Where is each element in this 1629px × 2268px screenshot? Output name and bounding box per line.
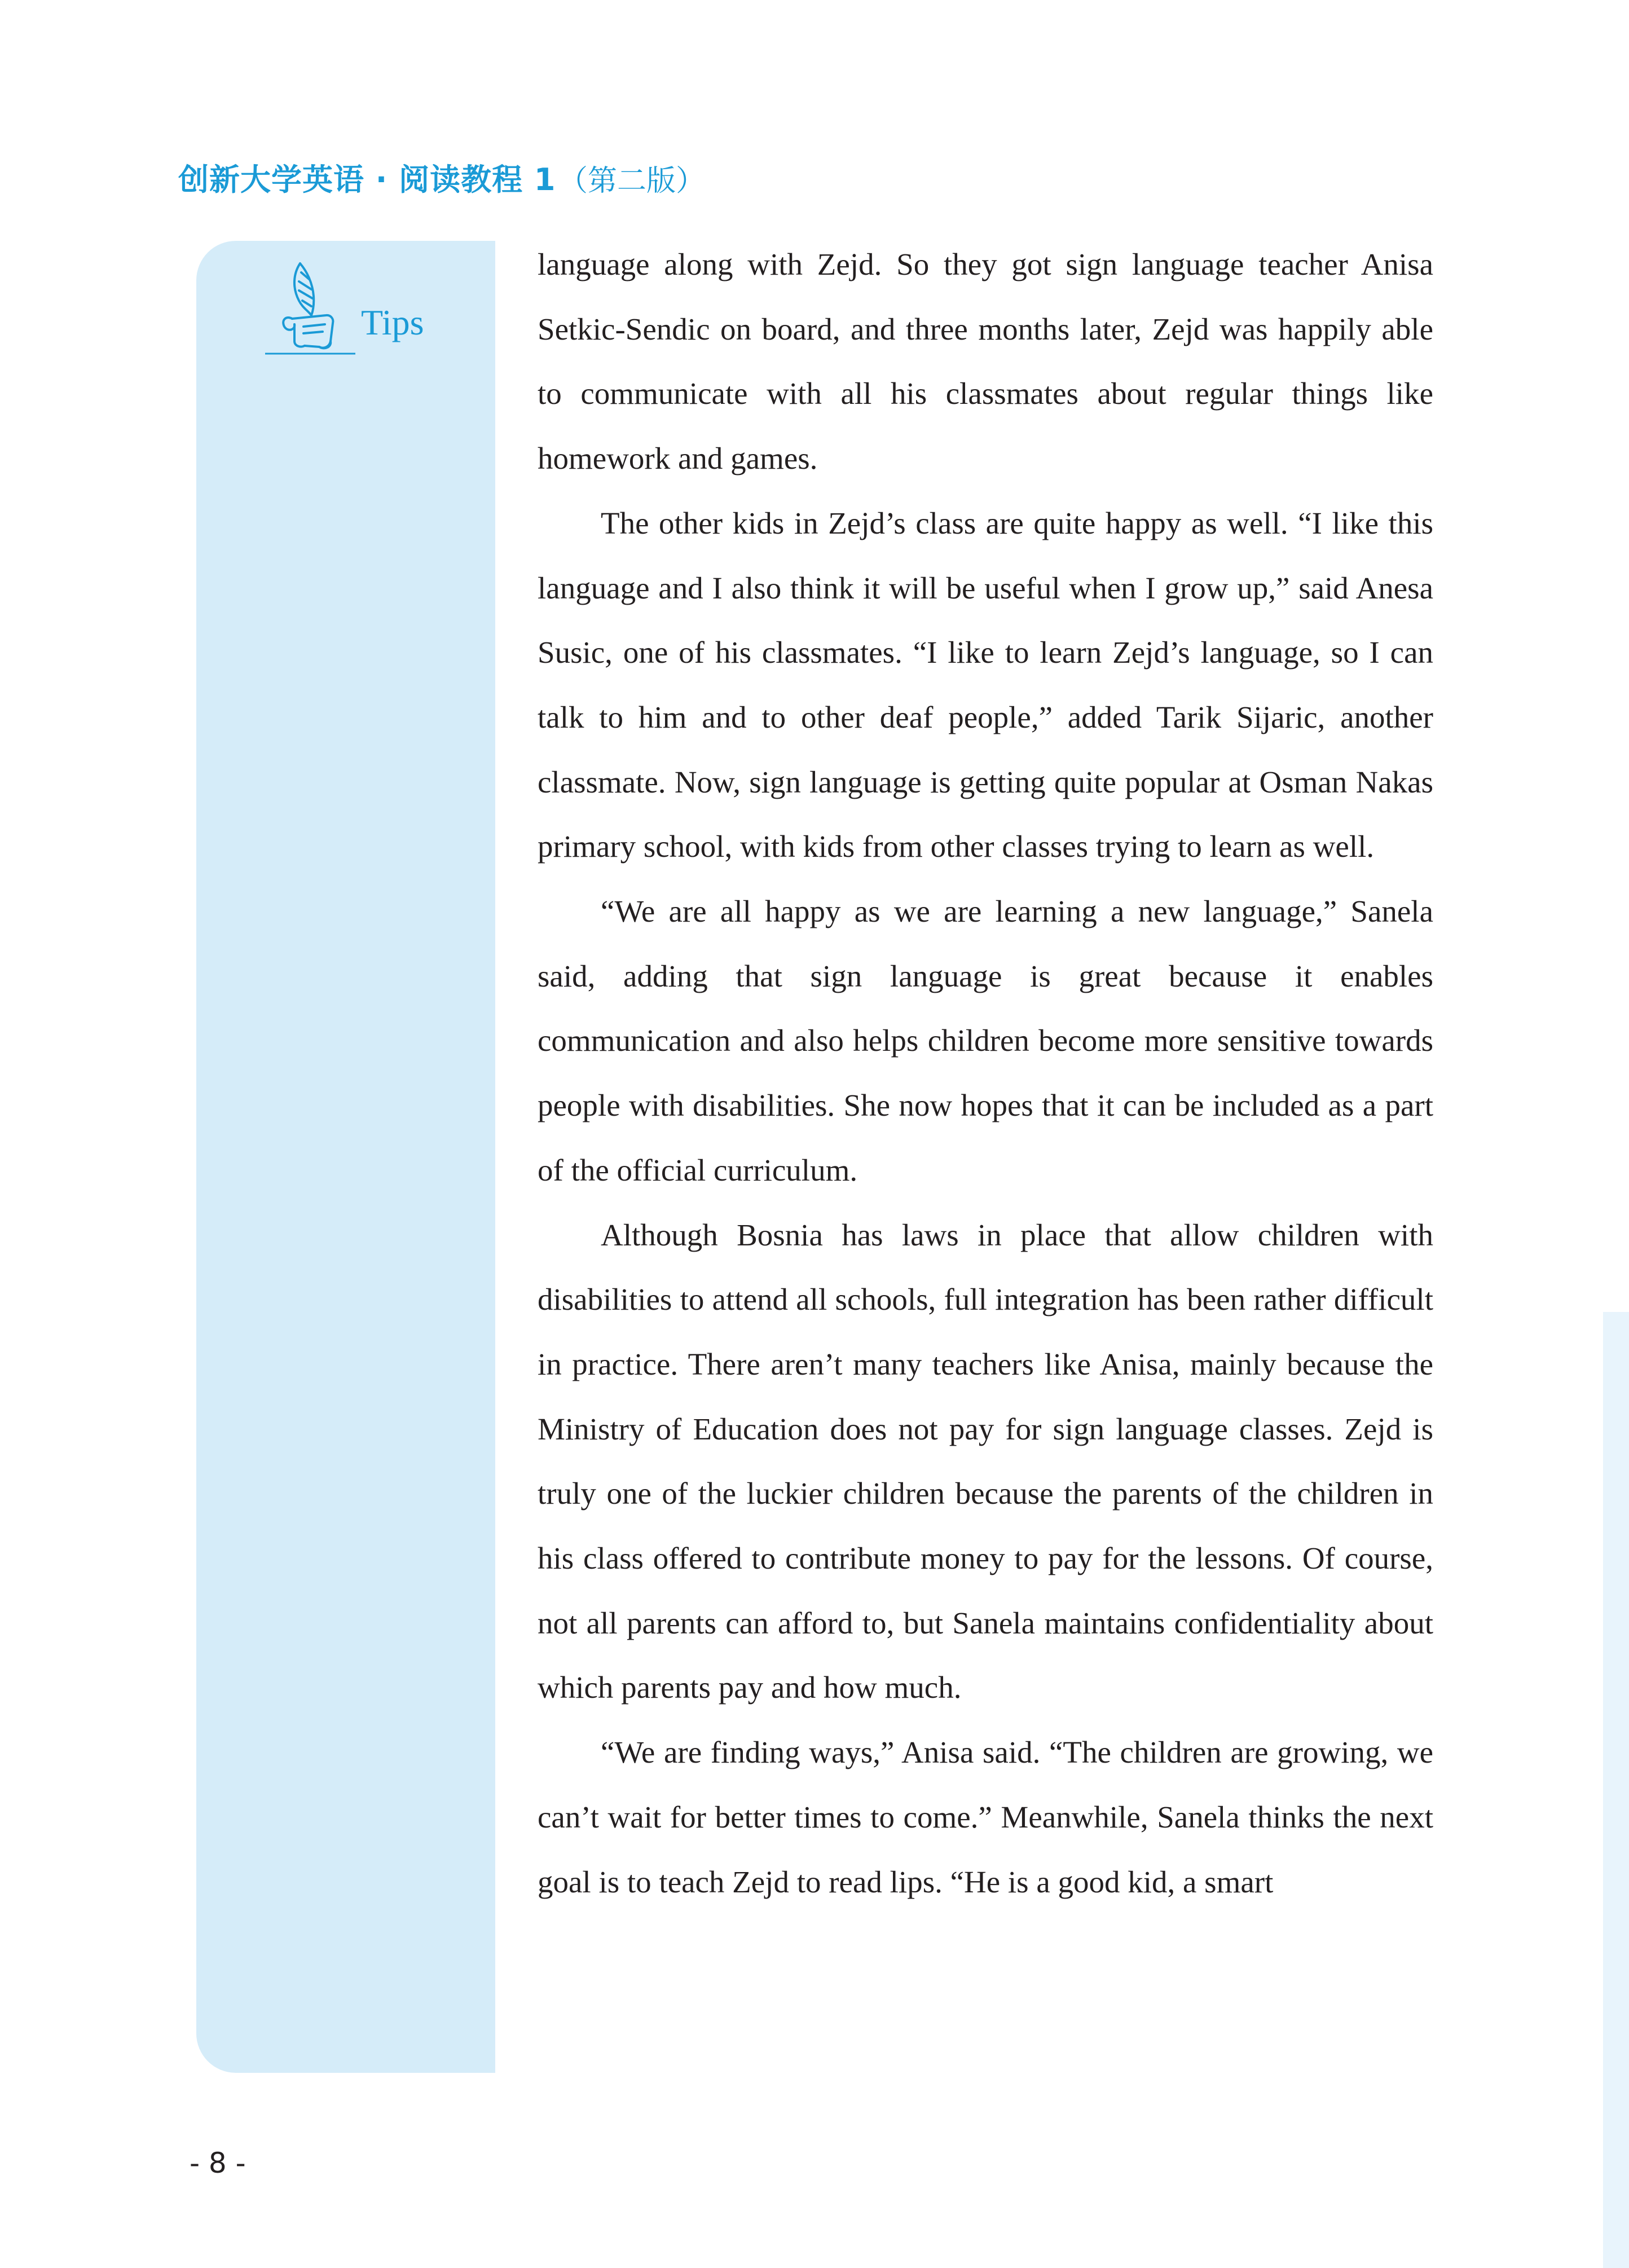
article-body: [538, 232, 1433, 1914]
page-edge-strip: [1603, 1312, 1629, 2268]
article-paragraph: The other kids in Zejd’s class are quite happy as well. “I like this language and I also think it will be useful when I grow up,” said Anesa Susic, one of his classmates. “I like to learn Zejd’s language, so I can talk to him and to other deaf people,” added Tarik Sijaric, another classmate. Now, sign language is getting quite popular at Osman Nakas primary school, with kids from other classes trying to learn as well.: [538, 505, 1433, 864]
quill-scroll-icon: [259, 257, 372, 358]
article-paragraph: Although Bosnia has laws in place that allow children with disabilities to attend all schools, full integration has been rather difficult in practice. There aren’t many teachers like Anisa, mainly because the Ministry of Education does not pay for sign language classes. Zejd is truly one of the luckier children because the parents of the children in his class offered to contribute money to pay for the lessons. Of course, not all parents can afford to, but Sanela maintains confidentiality about which parents pay and how much.: [538, 1217, 1433, 1705]
article-paragraph: “We are finding ways,” Anisa said. “The children are growing, we can’t wait for better times to come.” Meanwhile, Sanela thinks the next goal is to teach Zejd to read lips. “He is a good kid, a smart: [538, 1735, 1433, 1899]
article-paragraph: “We are all happy as we are learning a new language,” Sanela said, adding that sign language is great because it enables communication and also helps children become more sensitive towards people with disabilities. She now hopes that it can be included as a part of the official curriculum.: [538, 894, 1433, 1187]
book-title: 创新大学英语 · 阅读教程 1: [178, 162, 556, 197]
tips-sidebar: [196, 241, 495, 2073]
tips-label: Tips: [361, 302, 424, 342]
article-paragraph: language along with Zejd. So they got sign language teacher Anisa Setkic-Sendic on board, and three months later, Zejd was happily able to communicate with all his classmates about regular things like homework and games.: [538, 247, 1433, 476]
page-number: - 8 -: [190, 2147, 246, 2179]
edition-label: （第二版）: [558, 164, 706, 198]
